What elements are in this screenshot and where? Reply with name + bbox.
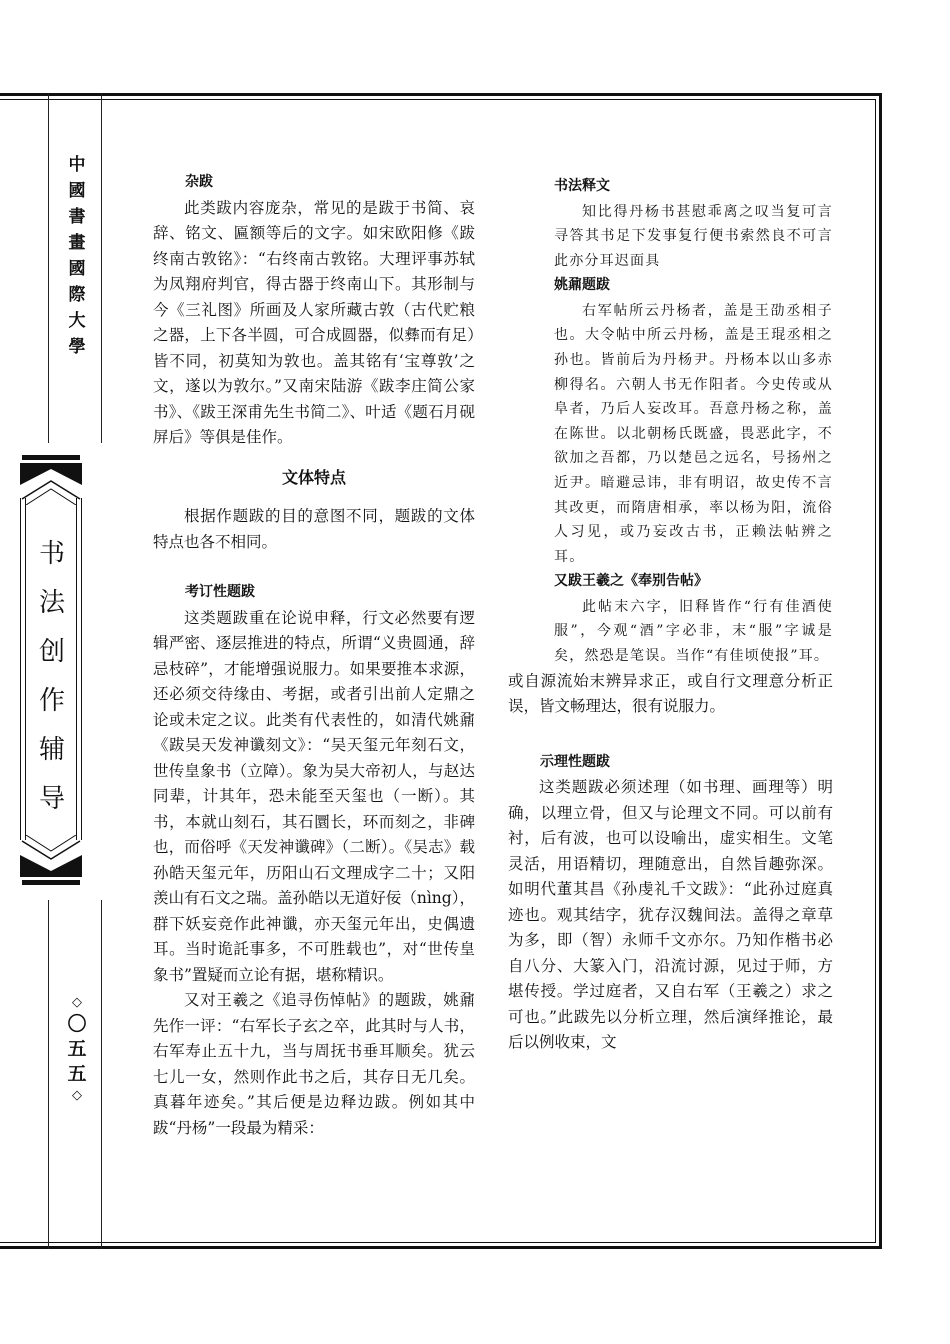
univ-char: 大	[68, 311, 86, 331]
paragraph-kaoding: 这类题跋重在论说申释，行文必然要有逻辑严密、逐层推进的特点，所谓“义贵圆通，辞忌枝碎”，才能增强说服力。如果要推本求源，还必须交待缘由、考据，或者引出前人定鼎之论或未定之议。此类有代表性的，如清代姚鼐《跋吴天发神谶刻文》：“吴天玺元年刻石文，世传皇象书（立障）。象为吴大帝初人，与赵达同辈，计其年，恐未能至天玺也（一断）。其书，本就山刻石，其石圜长，环而刻之，非碑也，而俗呼《天发神谶碑》（二断）。《吴志》载孙皓天玺元年，历阳山石文理成字二十；又阳羡山有石文之瑞。盖孙皓以无道好佞（nìng），群下妖妄竞作此神谶，亦天玺元年出，史偶遗耳。当时诡託事多，不可胜载也”，对“世传皇象书”置疑而立论有据，堪称精识。	[153, 608, 475, 984]
book-title	[38, 530, 66, 824]
sidebar-rule-right	[101, 93, 102, 443]
title-char: 法	[38, 588, 65, 618]
diamond-icon: ◇	[72, 995, 82, 1010]
title-char: 书	[38, 539, 65, 569]
emblem-band-bottom	[22, 880, 80, 885]
paragraph-wang: 又对王羲之《追寻伤悼帖》的题跋，姚鼐先作一评：“右军长子玄之卒，此其时与人书，右军寿止五十九，当与周抚书垂耳顺矣。犹云七儿一女，然则作此书之后，其存日无几矣。真暮年迹矣。”其后便是边释边跋。例如其中跋“丹杨”一段最为精采：	[153, 991, 475, 1137]
page-number	[64, 994, 90, 1105]
title-char: 导	[38, 784, 65, 814]
univ-char: 中	[68, 155, 86, 175]
univ-char: 國	[68, 259, 86, 279]
sidebar-rule-left-lower	[48, 900, 49, 1249]
university-name	[62, 152, 92, 360]
page-number-char: 五	[67, 1063, 87, 1085]
paragraph-conclude: 或自源流始末辨异求正，或自行文理意分析正误，皆文畅理达，很有说服力。	[508, 671, 833, 716]
sidebar-rule-right-lower	[101, 900, 102, 1249]
emblem-cap-bottom	[20, 835, 82, 877]
paragraph-zaba: 此类跋内容庞杂，常见的是跋于书简、哀辞、铭文、匾额等后的文字。如宋欧阳修《跋终南古敦铭》：“右终南古敦铭。大理评事苏轼为凤翔府判官，得古器于终南山下。其形制与今《三礼图》所画及人家所藏古敦（古代贮粮之器，上下各半圆，可合成圆器，似彝而有足）皆不同，初莫知为敦也。盖其铭有‘宝尊敦’之文，遂以为敦尔。”又南宋陆游《跋李庄简公家书》、《跋王深甫先生书简二》、叶适《题石月砚屏后》等俱是佳作。	[153, 198, 475, 446]
univ-char: 畫	[68, 233, 86, 253]
title-char: 创	[38, 637, 65, 667]
univ-char: 際	[68, 285, 86, 305]
heading-wenti: 文体特点	[281, 467, 346, 487]
title-char: 辅	[38, 735, 65, 765]
left-column	[153, 170, 475, 1141]
calligraphy-transcription: 知比得丹杨书甚慰乖离之叹当复可言寻答其书足下发事复行便书索然良不可言此亦分耳迟面具	[554, 203, 833, 269]
page-number-char: 五	[67, 1038, 87, 1060]
univ-char: 國	[68, 181, 86, 201]
paragraph-shili: 这类题跋必须述理（如书理、画理等）明确，以理立骨，但又与论理文不同。可以前有衬，后有波，也可以设喻出，虚实相生。文笔灵活，用语精切，理随意出，自然旨趣弥深。如明代董其昌《孙虔礼千文跋》：“此孙过庭真迹也。观其结字，犹存汉魏间法。盖得之章草为多，即（智）永师千文亦尔。乃知作楷书必自八分、大篆入门，沿流讨源，见过于师，方堪传授。学过庭者，又自右军（王羲之）求之可也。”此跋先以分析立理，然后演绎推论，最后以例收束，文	[508, 778, 833, 1052]
yao-inscription: 右军帖所云丹杨者，盖是王劭丞相子也。大令帖中所云丹杨，盖是王琨丞相之孙也。皆前后为丹杨尹。丹杨本以山多赤柳得名。六朝人书无作阳者。今史传或从阜者，乃后人妄改耳。吾意丹杨之称，盖在陈世。以北朝杨氏既盛，畏恶此字，不欲加之吾都，乃以楚邑之远名，号扬州之近尹。暗避忌讳，非有明诏，故史传不言其改更，而隋唐相承，率以杨为阳，流俗人习见，或乃妄改古书，正赖法帖辨之耳。	[554, 302, 833, 565]
heading-shifa: 书法释文	[554, 178, 610, 194]
heading-shili: 示理性题跋	[540, 753, 610, 770]
heading-yao: 姚鼐题跋	[554, 277, 610, 294]
univ-char: 學	[68, 337, 86, 357]
page-number-char: 〇	[67, 1013, 87, 1035]
diamond-icon: ◇	[72, 1088, 82, 1103]
paragraph-wenti: 根据作题跋的目的意图不同，题跋的文体特点也各不相同。	[153, 507, 475, 551]
heading-youba: 又跋王羲之《奉别告帖》	[554, 573, 708, 590]
right-column	[508, 174, 833, 1056]
title-char: 作	[38, 686, 65, 716]
univ-char: 書	[68, 207, 86, 227]
emblem-band-top	[22, 455, 80, 460]
heading-zaba: 杂跋	[185, 174, 213, 190]
youba-inscription: 此帖末六字，旧释皆作“行有佳酒使服”，今观“酒”字必非，末“服”字诚是矣，然恐是笔误。当作“有佳顷使报”耳。	[554, 598, 833, 664]
heading-kaoding: 考订性题跋	[185, 584, 255, 600]
sidebar-rule-left	[48, 93, 49, 443]
